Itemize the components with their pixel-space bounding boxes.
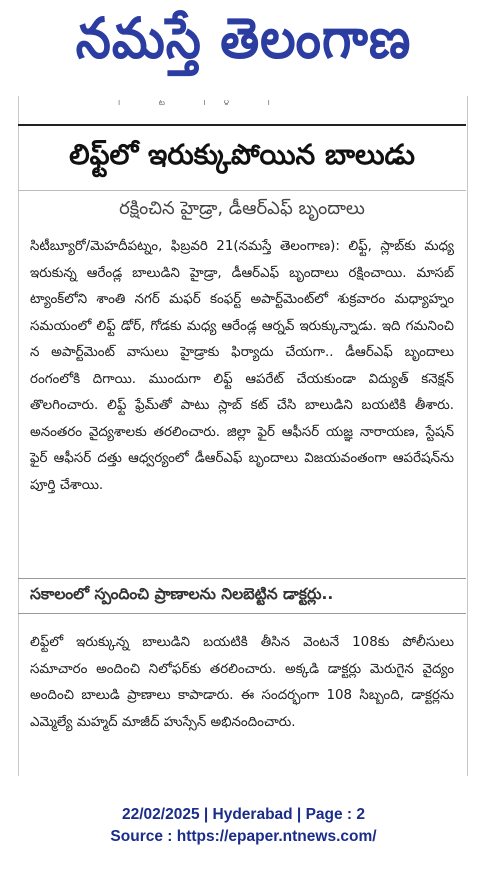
source-url: Source : https://epaper.ntnews.com/: [110, 828, 377, 845]
headline-box: [18, 124, 466, 191]
newspaper-logo: నమస్తే తెలంగాణ: [75, 5, 412, 71]
article-paragraph-2: లిఫ్ట్‌లో ఇరుక్కున్న బాలుడిని బయటికి తీసిన వెంటనే 108కు పోలీసులు సమాచారం అందించి నిలోఫర్‌కు తరలించారు. అక్కడి డాక్టర్లు మెరుగైన వైద్యం అందించి బాలుడి ప్రాణాలు కాపాడారు. ఈ సందర్భంగా 108 సిబ్బంది, డాక్టర్లను ఎమ్మెల్యే మహ్మద్ మాజీద్ హుస్సేన్ అభినందించారు.: [30, 635, 454, 730]
article-subheadline: రక్షించిన హైడ్రా, డీఆర్‌ఎఫ్ బృందాలు: [119, 197, 365, 219]
section-heading: సకాలంలో స్పందించి ప్రాణాలను నిలబెట్టిన డాక్టర్లు..: [18, 578, 466, 614]
date-location-page: 22/02/2025 | Hyderabad | Page : 2: [121, 806, 366, 823]
source-footer: [0, 804, 487, 848]
article-headline: లిఫ్ట్‌లో ఇరుక్కుపోయిన బాలుడు: [69, 138, 415, 171]
cropped-text-fragment: ౹ ట ౹౪ ౹: [118, 98, 288, 107]
article-paragraph-1: సిటీబ్యూరో/మెహదీపట్నం, ఫిబ్రవరి 21(నమస్తే తెలంగాణ): లిఫ్ట్, స్లాబ్‌కు మధ్య ఇరుకున్న ఆరేండ్ల బాలుడిని హైడ్రా, డీఆర్‌ఎఫ్ బృందాలు రక్షించాయి. మాసబ్ ట్యాంక్‌లోని శాంతి నగర్ మఫర్ కంఫర్ట్ అపార్ట్‌మెంట్‌లో శుక్రవారం మధ్యాహ్నం సమయంలో లిఫ్ట్ డోర్, గోడకు మధ్య ఆరేండ్ల ఆర్నవ్ ఇరుక్కున్నాడు. ఇది గమనించి న అపార్ట్‌మెంట్ వాసులు హైడ్రాకు ఫిర్యాదు చేయగా.. డీఆర్‌ఎఫ్ బృందాలు రంగంలోకి దిగాయి. ముందుగా లిఫ్ట్ ఆపరేట్ చేయకుండా విద్యుత్ కనెక్షన్ తొలగించారు. లిఫ్ట్ ఫ్రేమ్‌తో పాటు స్లాబ్ కట్ చేసి బాలుడిని బయటికి తీశారు. అనంతరం వైద్యశాలకు తరలించారు. జిల్లా ఫైర్ ఆఫీసర్ యజ్ఞ నారాయణ, స్టేషన్ ఫైర్ ఆఫీసర్ దత్తు ఆధ్వర్యంలో డీఆర్‌ఎఫ్ బృందాలు విజయవంతంగా ఆపరేషన్‌ను పూర్తి చేశాయి.: [30, 239, 454, 493]
newspaper-masthead: [12, 4, 475, 86]
